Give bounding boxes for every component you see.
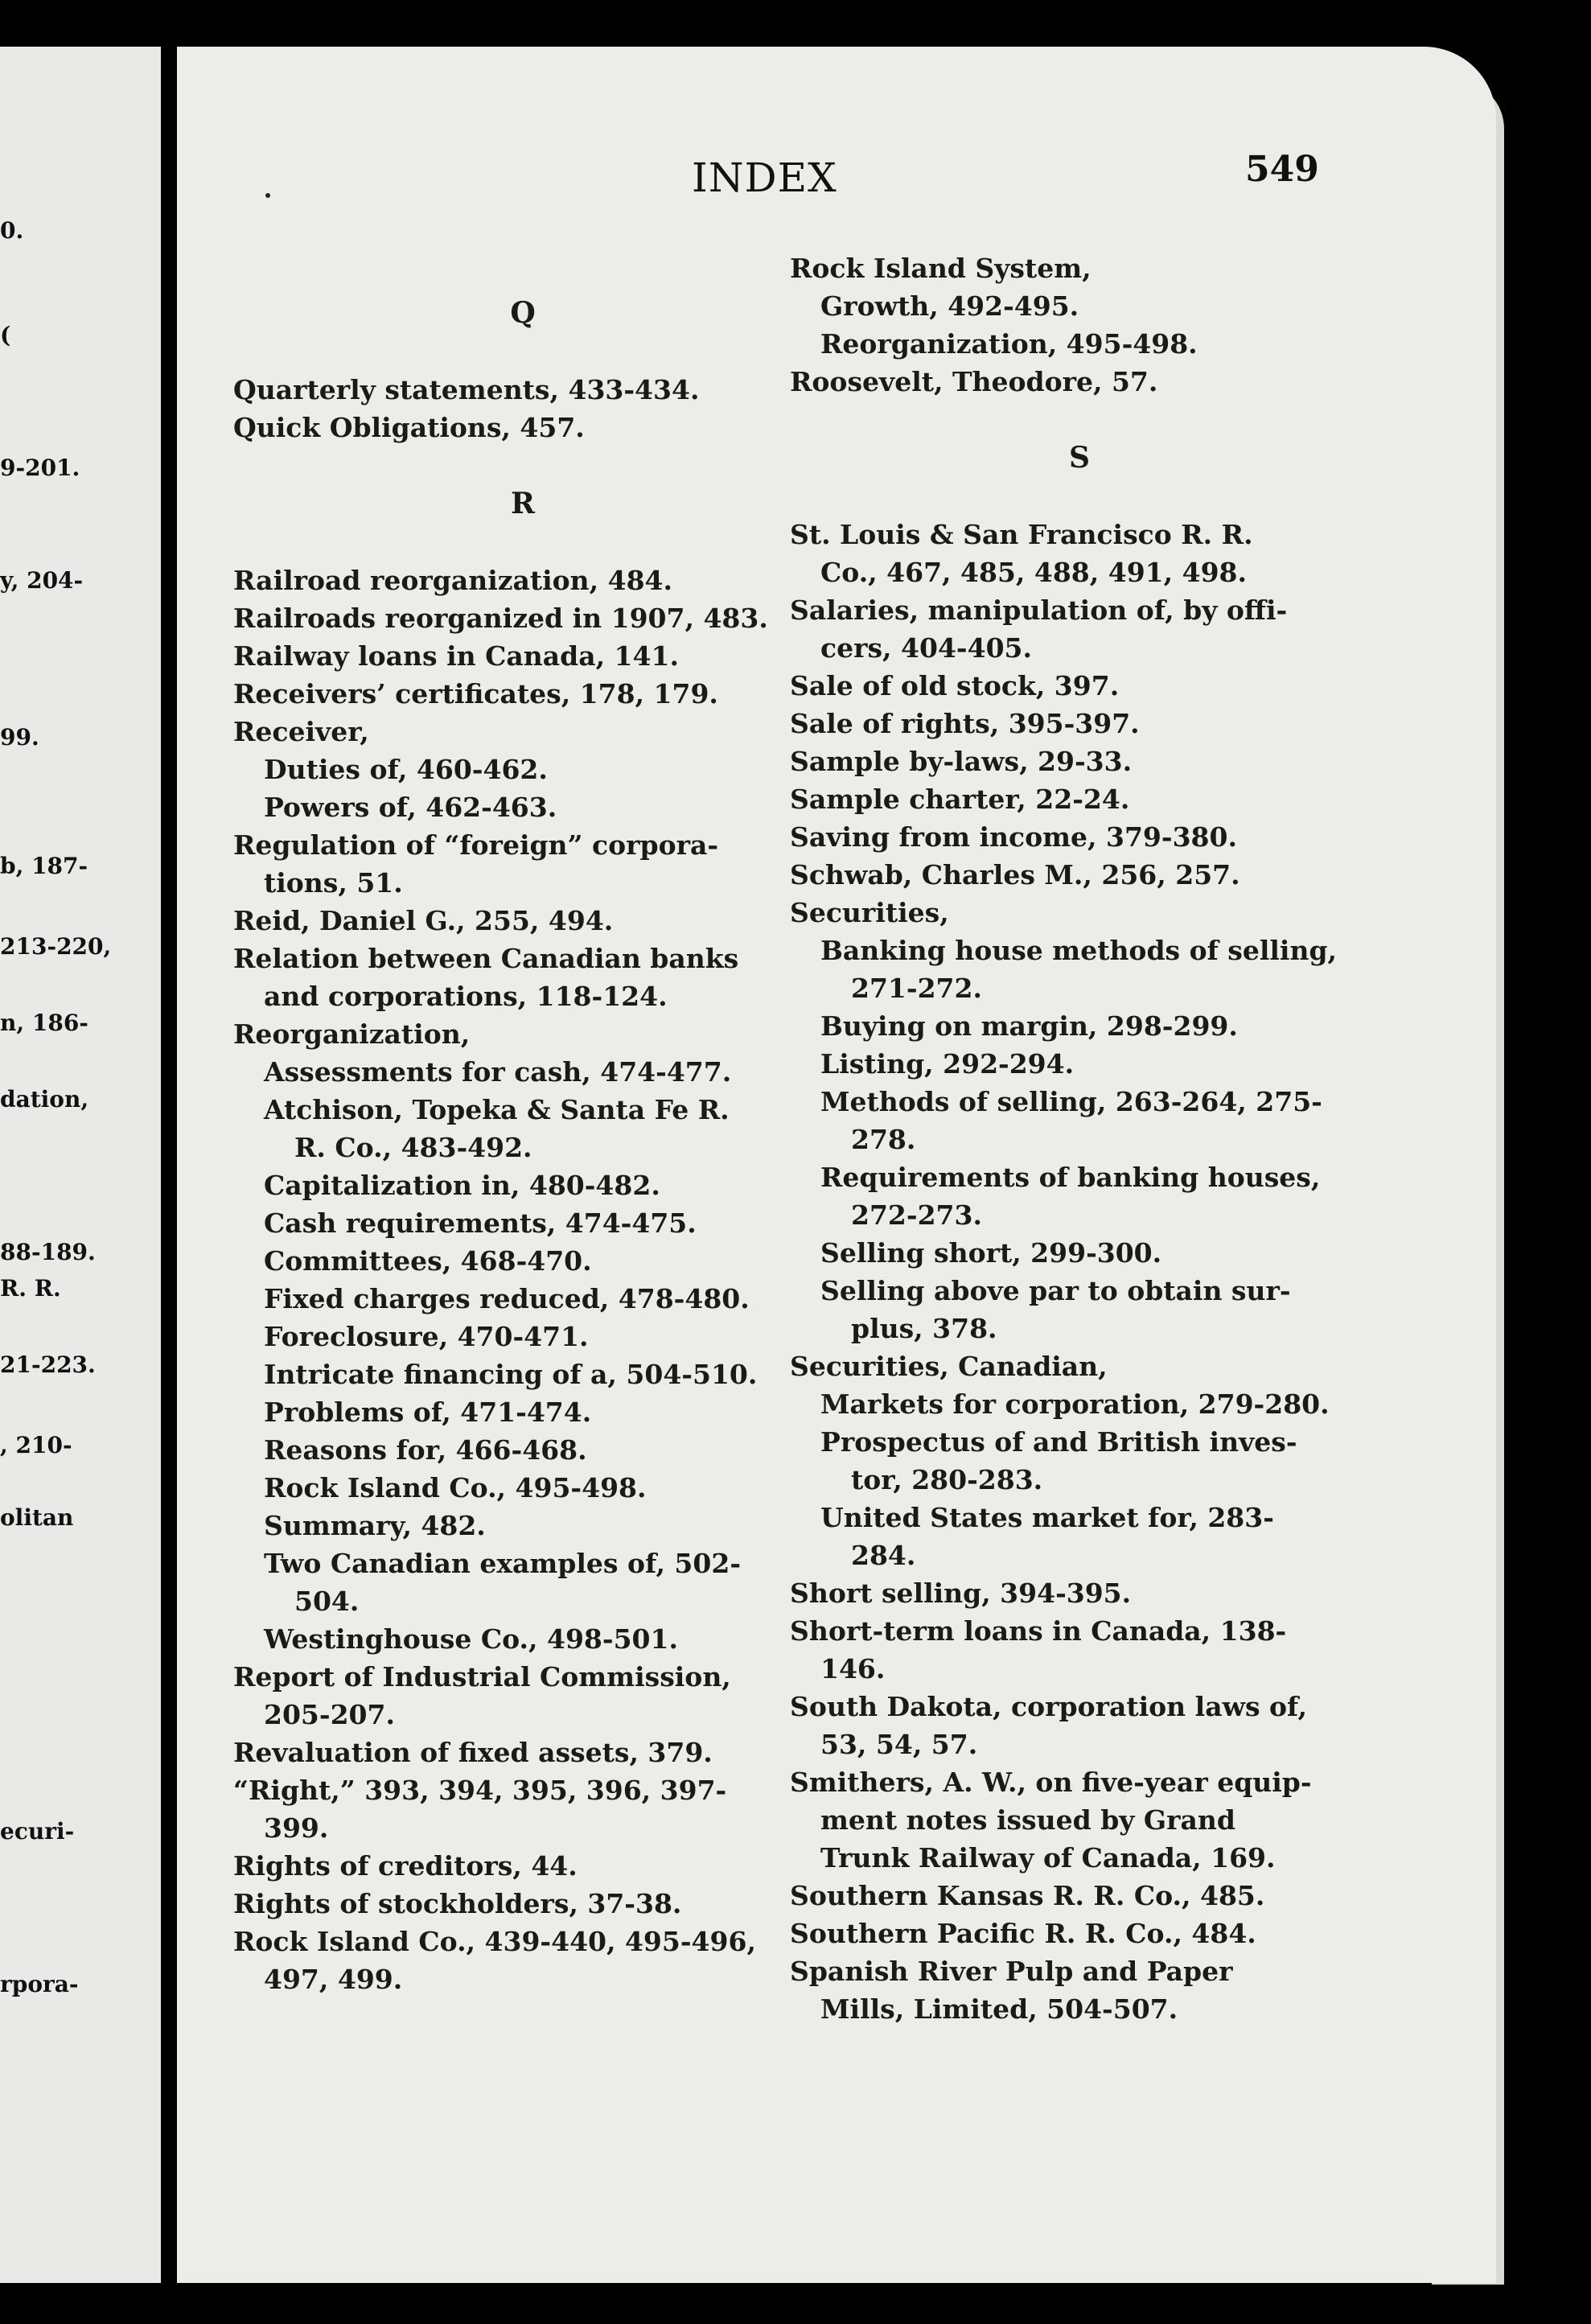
index-entry	[233, 409, 812, 446]
index-subentry	[790, 325, 1369, 363]
entry-continuation: 399.	[264, 1812, 329, 1844]
entry-continuation: 284.	[851, 1540, 916, 1571]
index-subentry	[233, 1431, 812, 1469]
entry-text: Spanish River Pulp and Paper	[790, 1956, 1233, 1987]
index-entry	[233, 1015, 812, 1053]
facing-page-line: 21-223.	[0, 1351, 96, 1378]
index-subentry	[790, 287, 1369, 325]
facing-page-line: 99.	[0, 724, 39, 751]
facing-page-line: , 210-	[0, 1432, 72, 1458]
index-subentry	[233, 1469, 812, 1507]
index-subentry	[233, 1545, 812, 1620]
entry-text: Powers of, 462-463.	[264, 792, 557, 823]
facing-page-line: 213-220,	[0, 933, 112, 960]
entry-text: Westinghouse Co., 498-501.	[264, 1623, 678, 1655]
index-entry	[233, 1847, 812, 1885]
entry-text: United States market for, 283-	[820, 1502, 1274, 1533]
entry-text: Banking house methods of selling,	[820, 935, 1338, 966]
entry-text: Sample charter, 22-24.	[790, 784, 1130, 815]
index-entry	[790, 363, 1369, 401]
entry-continuation: cers, 404-405.	[820, 632, 1032, 664]
entry-continuation: and corporations, 118-124.	[264, 981, 668, 1012]
entry-text: Sample by-laws, 29-33.	[790, 746, 1133, 777]
entry-continuation: 146.	[820, 1653, 886, 1684]
index-entry	[790, 1952, 1369, 2028]
entry-text: Selling short, 299-300.	[820, 1237, 1162, 1269]
entry-text: Relation between Canadian banks	[233, 943, 739, 974]
index-subentry	[233, 788, 812, 826]
index-subentry	[233, 1242, 812, 1280]
index-entry	[233, 1885, 812, 1923]
entry-text: St. Louis & San Francisco R. R.	[790, 519, 1253, 550]
index-entry	[790, 894, 1369, 932]
entry-text: Receiver,	[233, 716, 369, 747]
index-subentry	[233, 1507, 812, 1545]
index-subentry	[790, 1234, 1369, 1272]
index-subentry	[790, 1272, 1369, 1347]
entry-text: Southern Kansas R. R. Co., 485.	[790, 1880, 1265, 1911]
index-subentry	[790, 1007, 1369, 1045]
entry-text: Quick Obligations, 457.	[233, 412, 585, 443]
entry-text: Revaluation of fixed assets, 379.	[233, 1737, 713, 1768]
index-entry	[790, 1877, 1369, 1915]
entry-text: Railroad reorganization, 484.	[233, 565, 672, 596]
entry-text: Summary, 482.	[264, 1510, 486, 1541]
index-subentry	[233, 751, 812, 788]
entry-text: Saving from income, 379-380.	[790, 821, 1237, 853]
entry-text: Southern Pacific R. R. Co., 484.	[790, 1918, 1256, 1949]
index-entry	[790, 780, 1369, 818]
entry-text: Securities, Canadian,	[790, 1351, 1108, 1382]
index-entry	[233, 1923, 812, 1998]
entry-text: Selling above par to obtain sur-	[820, 1275, 1291, 1306]
facing-page-line: (	[0, 322, 11, 348]
entry-text: Sale of rights, 395-397.	[790, 708, 1140, 739]
entry-text: Fixed charges reduced, 478-480.	[264, 1283, 750, 1314]
index-entry	[790, 1347, 1369, 1385]
index-subentry	[233, 1355, 812, 1393]
entry-text: Regulation of “foreign” corpora-	[233, 829, 719, 861]
index-subentry	[233, 1204, 812, 1242]
index-subentry	[233, 1166, 812, 1204]
index-entry	[233, 940, 812, 1015]
index-entry	[790, 1612, 1369, 1688]
section-letter: Q	[510, 296, 536, 330]
facing-page-line: 0.	[0, 217, 24, 244]
index-subentry	[790, 932, 1369, 1007]
entry-text: Rock Island System,	[790, 253, 1092, 284]
index-entry	[790, 591, 1369, 667]
index-entry	[233, 599, 812, 637]
entry-text: Problems of, 471-474.	[264, 1396, 592, 1428]
facing-page-line: 9-201.	[0, 455, 80, 481]
entry-continuation: Co., 467, 485, 488, 491, 498.	[820, 557, 1247, 588]
index-subentry	[233, 1318, 812, 1355]
facing-page-line: y, 204-	[0, 567, 84, 594]
entry-text: Receivers’ certificates, 178, 179.	[233, 678, 718, 710]
facing-page-line: rpora-	[0, 1971, 79, 1997]
entry-text: Listing, 292-294.	[820, 1048, 1075, 1080]
entry-continuation: 272-273.	[851, 1199, 982, 1231]
index-subentry	[790, 1499, 1369, 1574]
facing-page-line: R. R.	[0, 1275, 61, 1302]
index-entry	[790, 742, 1369, 780]
entry-text: Requirements of banking houses,	[820, 1162, 1321, 1193]
index-subentry	[790, 1083, 1369, 1158]
page-number: 549	[1245, 149, 1319, 190]
entry-text: Rock Island Co., 439-440, 495-496,	[233, 1926, 756, 1957]
entry-text: Buying on margin, 298-299.	[820, 1010, 1238, 1042]
entry-text: Short selling, 394-395.	[790, 1577, 1132, 1609]
section-letter: S	[1069, 441, 1090, 475]
entry-text: Sale of old stock, 397.	[790, 670, 1120, 701]
index-entry	[233, 561, 812, 599]
entry-text: Reorganization,	[233, 1018, 471, 1050]
entry-text: Rights of creditors, 44.	[233, 1850, 578, 1882]
entry-continuation: 278.	[851, 1124, 916, 1155]
entry-text: Intricate financing of a, 504-510.	[264, 1359, 758, 1390]
entry-text: Committees, 468-470.	[264, 1245, 592, 1277]
entry-continuation: 497, 499.	[264, 1964, 403, 1995]
ink-dot	[265, 193, 270, 198]
entry-text: Securities,	[790, 897, 949, 928]
index-subentry	[790, 1385, 1369, 1423]
entry-continuation: 504.	[294, 1586, 360, 1617]
entry-continuation: Trunk Railway of Canada, 169.	[820, 1842, 1276, 1874]
entry-continuation: 205-207.	[264, 1699, 395, 1730]
entry-text: Atchison, Topeka & Santa Fe R.	[264, 1094, 730, 1125]
entry-text: Methods of selling, 263-264, 275-	[820, 1086, 1322, 1117]
facing-page-fragment	[0, 47, 161, 2283]
entry-text: Smithers, A. W., on five-year equip-	[790, 1767, 1312, 1798]
index-entry	[233, 637, 812, 675]
entry-text: Reid, Daniel G., 255, 494.	[233, 905, 614, 936]
entry-continuation: plus, 378.	[851, 1313, 997, 1344]
index-subentry	[790, 1158, 1369, 1234]
entry-continuation: tor, 280-283.	[851, 1464, 1043, 1495]
index-subentry	[790, 1045, 1369, 1083]
index-entry	[790, 516, 1369, 591]
entry-continuation: 271-272.	[851, 973, 982, 1004]
index-subentry	[233, 1393, 812, 1431]
index-entry	[790, 818, 1369, 856]
index-entry	[233, 826, 812, 902]
index-entry	[233, 902, 812, 940]
facing-page-line: b, 187-	[0, 853, 88, 879]
entry-text: Short-term loans in Canada, 138-	[790, 1615, 1287, 1647]
index-column-right	[790, 249, 1369, 2028]
entry-text: Rights of stockholders, 37-38.	[233, 1888, 682, 1919]
index-entry	[790, 1688, 1369, 1763]
index-entry	[790, 249, 1369, 287]
entry-text: Reorganization, 495-498.	[820, 328, 1198, 360]
index-subentry	[233, 1280, 812, 1318]
index-subentry	[233, 1091, 812, 1166]
index-column-left	[233, 256, 812, 1998]
facing-page-line: olitan	[0, 1504, 74, 1531]
index-entry	[233, 675, 812, 713]
index-entry	[790, 667, 1369, 705]
index-subentry	[233, 1620, 812, 1658]
entry-text: Roosevelt, Theodore, 57.	[790, 366, 1158, 397]
entry-text: “Right,” 393, 394, 395, 396, 397-	[233, 1775, 727, 1806]
entry-text: Duties of, 460-462.	[264, 754, 548, 785]
entry-text: Salaries, manipulation of, by offi-	[790, 594, 1288, 626]
index-subentry	[233, 1053, 812, 1091]
entry-text: Railroads reorganized in 1907, 483.	[233, 603, 768, 634]
index-entry	[233, 1771, 812, 1847]
entry-text: Assessments for cash, 474-477.	[264, 1056, 732, 1088]
index-entry	[233, 1658, 812, 1734]
index-entry	[790, 1915, 1369, 1952]
entry-text: Foreclosure, 470-471.	[264, 1321, 589, 1352]
entry-text: Quarterly statements, 433-434.	[233, 374, 700, 405]
facing-page-line: dation,	[0, 1086, 89, 1113]
entry-text: Capitalization in, 480-482.	[264, 1170, 660, 1201]
index-entry	[233, 371, 812, 409]
entry-text: Railway loans in Canada, 141.	[233, 640, 679, 672]
entry-text: Two Canadian examples of, 502-	[264, 1548, 742, 1579]
entry-text: South Dakota, corporation laws of,	[790, 1691, 1308, 1722]
index-entry	[790, 1763, 1369, 1877]
index-entry	[790, 856, 1369, 894]
index-entry	[233, 713, 812, 751]
facing-page-line: n, 186-	[0, 1010, 88, 1036]
entry-text: Markets for corporation, 279-280.	[820, 1388, 1330, 1420]
index-entry	[233, 1734, 812, 1771]
entry-continuation: Mills, Limited, 504-507.	[820, 1993, 1178, 2025]
section-letter: R	[511, 487, 535, 520]
entry-text: Schwab, Charles M., 256, 257.	[790, 859, 1240, 891]
facing-page-line: ecuri-	[0, 1818, 75, 1845]
entry-continuation: 53, 54, 57.	[820, 1729, 978, 1760]
entry-text: Report of Industrial Commission,	[233, 1661, 731, 1693]
index-entry	[790, 1574, 1369, 1612]
entry-text: Growth, 492-495.	[820, 290, 1079, 322]
entry-continuation: ment notes issued by Grand	[820, 1804, 1235, 1836]
entry-continuation: tions, 51.	[264, 867, 403, 899]
facing-page-line: 88-189.	[0, 1239, 96, 1265]
index-subentry	[790, 1423, 1369, 1499]
entry-text: Cash requirements, 474-475.	[264, 1207, 697, 1239]
entry-text: Reasons for, 466-468.	[264, 1434, 587, 1466]
entry-text: Prospectus of and British inves-	[820, 1426, 1297, 1458]
page-title: INDEX	[692, 154, 837, 201]
index-entry	[790, 705, 1369, 742]
entry-continuation: R. Co., 483-492.	[294, 1132, 532, 1163]
entry-text: Rock Island Co., 495-498.	[264, 1472, 647, 1503]
